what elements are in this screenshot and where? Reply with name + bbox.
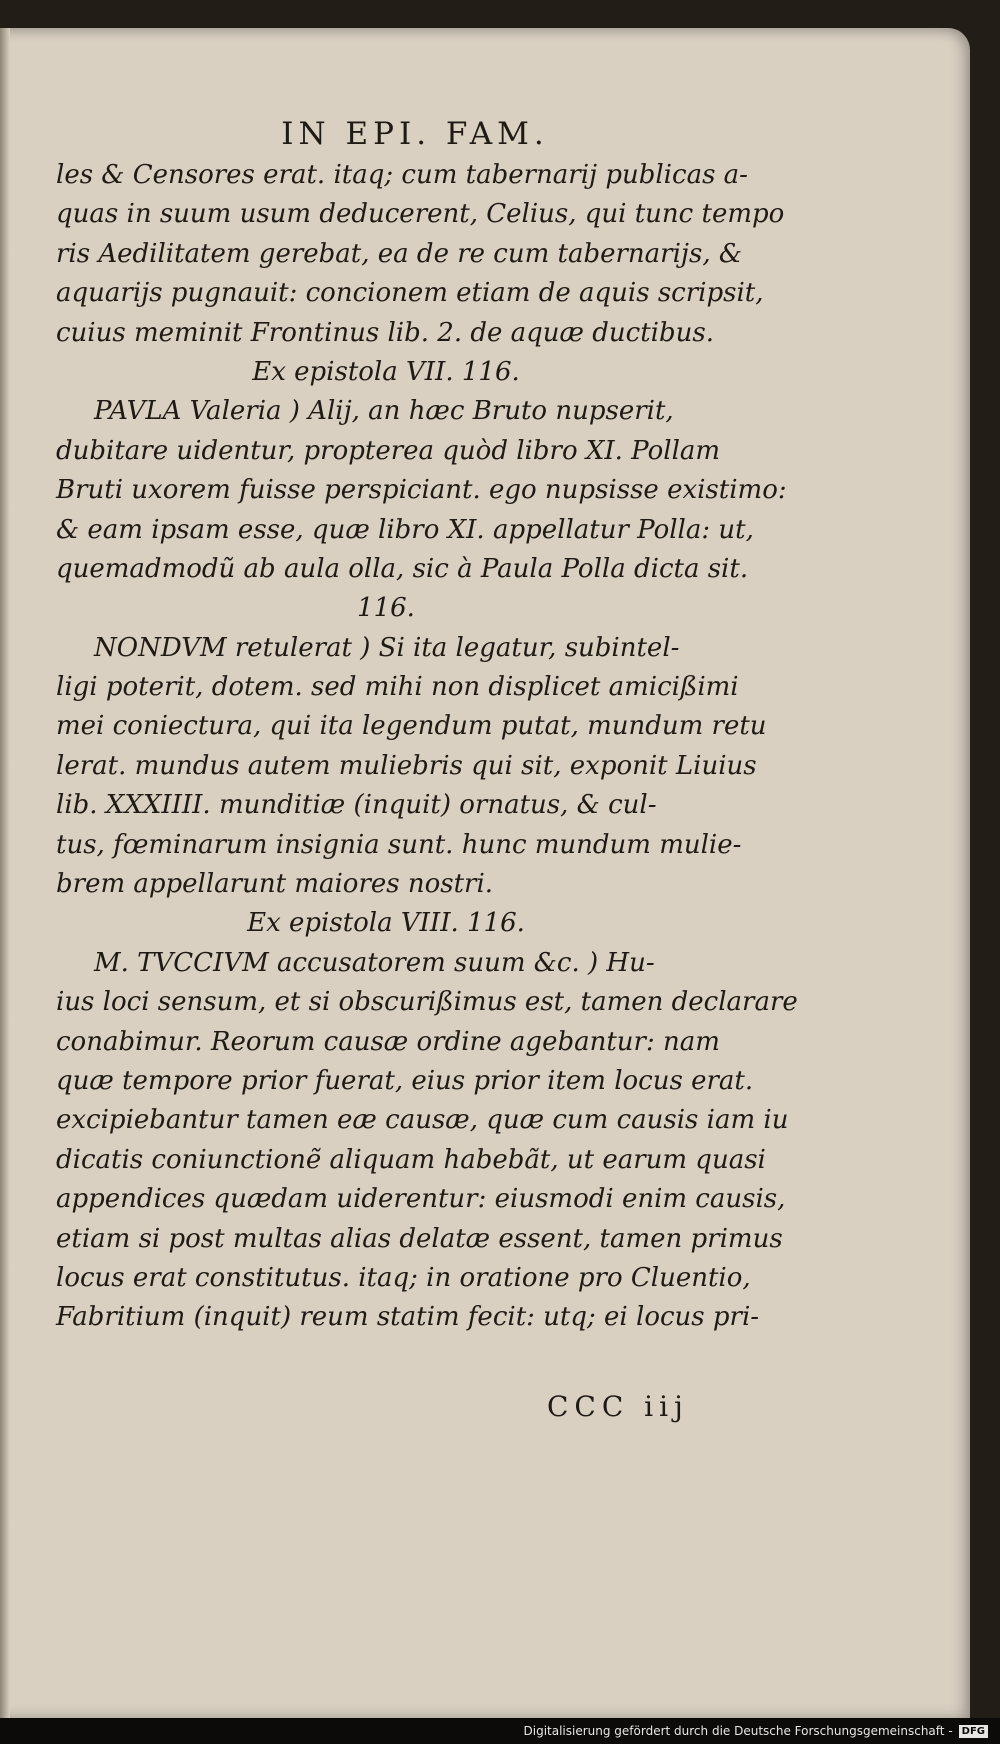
text-line: ris Aedilitatem gerebat, ea de re cum tabernarijs, & xyxy=(56,238,743,269)
text-line: dubitare uidentur, propterea quòd libro XI. Pollam xyxy=(56,435,721,466)
text-line: conabimur. Reorum causæ ordine agebantur: nam xyxy=(56,1026,720,1057)
text-line: brem appellarunt maiores nostri. xyxy=(56,869,494,900)
running-header: IN EPI. FAM. xyxy=(281,116,549,152)
text-line: les & Censores erat. itaq; cum tabernarij publicas a- xyxy=(56,160,748,190)
text-line: appendices quædam uiderentur: eiusmodi enim causis, xyxy=(56,1184,786,1215)
text-line: Fabritium (inquit) reum statim fecit: utq; ei locus pri- xyxy=(56,1302,760,1333)
body-text xyxy=(56,160,798,1342)
text-line: cuius meminit Frontinus lib. 2. de aquæ ductibus. xyxy=(56,317,714,348)
text-line: ius loci sensum, et si obscurißimus est, tamen declarare xyxy=(56,987,798,1018)
text-line: aquarijs pugnauit: concionem etiam de aquis scripsit, xyxy=(56,278,764,309)
text-line: tus, fœminarum insignia sunt. hunc mundum mulie- xyxy=(56,829,742,860)
dfg-logo: DFG xyxy=(959,1725,988,1738)
text-line: quemadmodũ ab aula olla, sic à Paula Polla dicta sit. xyxy=(56,553,749,584)
text-line: excipiebantur tamen eæ causæ, quæ cum causis iam iu xyxy=(56,1105,789,1136)
text-line: ligi poterit, dotem. sed mihi non displicet amicißimi xyxy=(56,672,739,703)
text-line: PAVLA Valeria ) Alij, an hæc Bruto nupserit, xyxy=(94,396,674,427)
text-line: M. TVCCIVM accusatorem suum &c. ) Hu- xyxy=(94,947,655,978)
text-line: quas in suum usum deducerent, Celius, qui tunc tempo xyxy=(56,199,785,230)
text-line: NONDVM retulerat ) Si ita legatur, subintel- xyxy=(94,632,680,663)
text-line: quæ tempore prior fuerat, eius prior item locus erat. xyxy=(56,1065,754,1096)
section-heading: Ex epistola VII. 116. xyxy=(252,356,520,387)
footer-text: Digitalisierung gefördert durch die Deutsche Forschungsgemeinschaft - xyxy=(523,1724,953,1738)
text-line: lerat. mundus autem muliebris qui sit, exponit Liuius xyxy=(56,750,757,781)
section-heading: 116. xyxy=(357,593,415,624)
footer-bar xyxy=(0,1718,1000,1744)
section-heading: Ex epistola VIII. 116. xyxy=(247,908,525,939)
text-line: & eam ipsam esse, quæ libro XI. appellatur Polla: ut, xyxy=(56,514,754,545)
page-gutter xyxy=(0,28,10,1718)
text-line: etiam si post multas alias delatæ essent, tamen primus xyxy=(56,1223,783,1254)
text-line: dicatis coniunctionẽ aliquam habebãt, ut earum quasi xyxy=(56,1144,766,1175)
signature-mark: CCC iij xyxy=(547,1390,689,1423)
text-line: Bruti uxorem fuisse perspiciant. ego nupsisse existimo: xyxy=(56,475,787,506)
text-line: locus erat constitutus. itaq; in oratione pro Cluentio, xyxy=(56,1262,751,1293)
text-line: lib. XXXIIII. munditiæ (inquit) ornatus, & cul- xyxy=(56,790,657,821)
text-line: mei coniectura, qui ita legendum putat, mundum retu xyxy=(56,711,767,742)
